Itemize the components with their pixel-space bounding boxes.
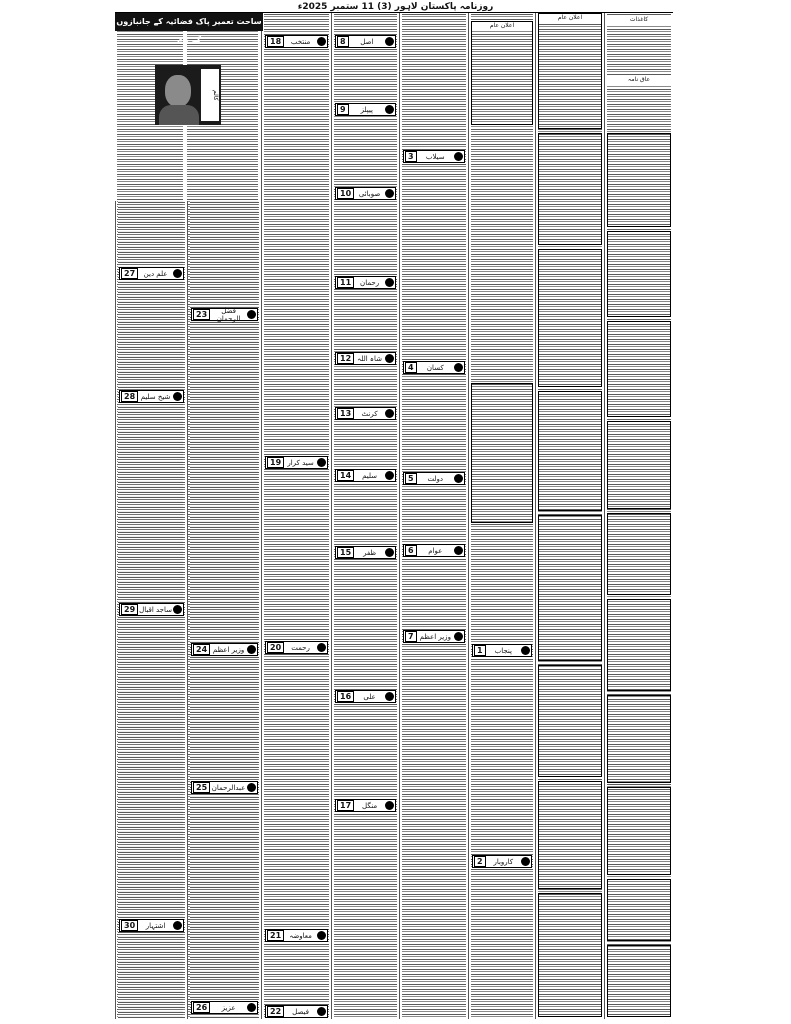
notice-header	[191, 1001, 258, 1014]
notice-title: سید کرار	[287, 458, 314, 467]
emblem-icon	[385, 801, 394, 810]
notice-header	[335, 35, 396, 48]
column-8	[535, 13, 604, 1019]
emblem-icon	[385, 409, 394, 418]
notice-header	[335, 546, 396, 559]
notice-header	[403, 544, 465, 557]
section-subtitle: عاق نامہ	[607, 75, 671, 85]
emblem-icon	[385, 37, 394, 46]
notice-title: کرنٹ	[361, 409, 378, 418]
notice-title: علی	[363, 692, 376, 701]
notice-number: 15	[337, 547, 354, 558]
notice-number: 22	[267, 1006, 284, 1017]
emblem-icon	[247, 783, 256, 792]
notice-box-title: اعلان عام	[539, 14, 601, 22]
notice-header	[191, 643, 258, 656]
notice-header	[335, 799, 396, 812]
notice-header	[472, 855, 532, 868]
column-5	[331, 13, 399, 1019]
emblem-icon	[454, 152, 463, 161]
notice-number: 24	[193, 644, 210, 655]
notice-title: صوبائی	[358, 189, 381, 198]
notice-header	[403, 361, 465, 374]
notice-number: 9	[337, 104, 349, 115]
notice-title: اصل	[360, 37, 374, 46]
emblem-icon	[173, 605, 182, 614]
emblem-icon	[385, 354, 394, 363]
notice-header	[265, 1005, 328, 1018]
emblem-icon	[385, 471, 394, 480]
notice-title: فیصل	[292, 1007, 309, 1016]
notice-header	[265, 929, 328, 942]
notice-number: 7	[405, 631, 417, 642]
notice-header	[191, 781, 258, 794]
notice-box-title: اعلان عام	[472, 22, 532, 30]
notice-header	[335, 103, 396, 116]
notice-header	[335, 276, 396, 289]
notice-header	[472, 644, 532, 657]
emblem-icon	[385, 278, 394, 287]
emblem-icon	[317, 643, 326, 652]
newspaper-page	[115, 12, 673, 1021]
notice-box	[538, 249, 602, 387]
column-6	[399, 13, 468, 1019]
notice-number: 1	[474, 645, 486, 656]
notice-title: فضل الرحمان	[216, 306, 241, 323]
notice-title: پنجاب	[494, 646, 512, 655]
notice-number: 29	[121, 604, 138, 615]
notice-number: 21	[267, 930, 284, 941]
emblem-icon	[173, 269, 182, 278]
notice-header	[335, 352, 396, 365]
notice-number: 14	[337, 470, 354, 481]
notice-box	[538, 893, 602, 1017]
notice-number: 27	[121, 268, 138, 279]
notice-title: منگل	[362, 801, 378, 810]
notice-box	[471, 21, 533, 125]
emblem-icon	[385, 548, 394, 557]
notice-title: عبدالرحمان	[211, 783, 246, 792]
notice-title: رحمان	[360, 278, 380, 287]
notice-title: عزیز	[221, 1003, 236, 1012]
notice-box	[607, 513, 671, 595]
notice-box	[538, 13, 602, 129]
text-block	[334, 13, 397, 1019]
emblem-icon	[247, 645, 256, 654]
notice-header	[403, 472, 465, 485]
notice-title: کسان	[426, 363, 444, 372]
notice-header	[119, 603, 184, 616]
notice-number: 19	[267, 457, 284, 468]
notice-box	[607, 787, 671, 875]
emblem-icon	[317, 931, 326, 940]
notice-number: 8	[337, 36, 349, 47]
notice-number: 6	[405, 545, 417, 556]
emblem-icon	[521, 646, 530, 655]
feature-banner: ساحت تعمیر پاک فضائیہ کے جانبازوں کے نام	[115, 13, 263, 31]
notice-title: وزیر اعظم	[212, 645, 245, 654]
notice-box	[538, 781, 602, 889]
emblem-icon	[317, 458, 326, 467]
notice-number: 5	[405, 473, 417, 484]
notice-box	[538, 133, 602, 245]
notice-number: 11	[337, 277, 354, 288]
emblem-icon	[454, 363, 463, 372]
notice-number: 17	[337, 800, 354, 811]
section-title: کاغذات	[607, 15, 671, 25]
notice-title: ساجد اقبال	[139, 605, 172, 614]
notice-header	[335, 187, 396, 200]
notice-title: پیپلز	[360, 105, 373, 114]
notice-header	[119, 390, 184, 403]
text-block	[190, 201, 259, 1019]
notice-box	[607, 599, 671, 691]
notice-title: شیخ سلیم	[140, 392, 171, 401]
notice-number: 30	[121, 920, 138, 931]
emblem-icon	[173, 921, 182, 930]
column-4	[261, 13, 331, 1019]
notice-box	[471, 383, 533, 523]
emblem-icon	[521, 857, 530, 866]
notice-box	[607, 421, 671, 509]
notice-title: دولت	[427, 474, 444, 483]
notice-title: شاہ اللہ	[357, 354, 382, 363]
notice-number: 13	[337, 408, 354, 419]
notice-number: 26	[193, 1002, 210, 1013]
notice-box	[538, 391, 602, 511]
notice-number: 25	[193, 782, 210, 793]
notice-header	[191, 308, 258, 321]
notice-box	[538, 515, 602, 661]
masthead: روزنامہ پاکستان لاہور (3) 11 ستمبر 2025ء	[297, 2, 494, 12]
notice-header	[119, 919, 184, 932]
notice-number: 28	[121, 391, 138, 402]
notice-header	[403, 630, 465, 643]
emblem-icon	[454, 546, 463, 555]
notice-box	[607, 133, 671, 227]
notice-number: 10	[337, 188, 354, 199]
notice-header	[265, 641, 328, 654]
emblem-icon	[385, 692, 394, 701]
column-9	[604, 13, 673, 1019]
notice-box	[607, 945, 671, 1017]
notice-box	[538, 665, 602, 777]
emblem-icon	[247, 310, 256, 319]
notice-box	[607, 321, 671, 417]
column-2	[115, 201, 187, 1019]
photo-face	[165, 75, 191, 107]
notice-title: اشتہار	[145, 921, 166, 930]
notice-title: رحمت	[291, 643, 310, 652]
notice-box	[607, 879, 671, 941]
emblem-icon	[385, 105, 394, 114]
notice-number: 18	[267, 36, 284, 47]
notice-header	[335, 690, 396, 703]
notice-number: 12	[337, 353, 354, 364]
emblem-icon	[454, 474, 463, 483]
notice-title: معاوضہ	[289, 931, 312, 940]
notice-title: منتخب	[290, 37, 311, 46]
emblem-icon	[247, 1003, 256, 1012]
notice-header	[265, 456, 328, 469]
notice-title: عوام	[428, 546, 443, 555]
notice-header	[265, 35, 328, 48]
notice-box	[607, 695, 671, 783]
notice-number: 2	[474, 856, 486, 867]
emblem-icon	[454, 632, 463, 641]
emblem-icon	[317, 37, 326, 46]
notice-title: وزیر اعظم	[419, 632, 451, 641]
notice-header	[403, 150, 465, 163]
notice-title: کاروبار	[493, 857, 514, 866]
notice-header	[335, 469, 396, 482]
notice-header	[335, 407, 396, 420]
notice-number: 4	[405, 362, 417, 373]
notice-header	[119, 267, 184, 280]
emblem-icon	[385, 189, 394, 198]
notice-number: 20	[267, 642, 284, 653]
photo-body	[159, 105, 199, 125]
column-3	[187, 201, 261, 1019]
notice-box	[607, 231, 671, 317]
column-7	[468, 13, 535, 1019]
text-block	[264, 13, 329, 1019]
photo-caption: کالم	[201, 69, 219, 121]
notice-number: 23	[193, 309, 210, 320]
columnist-photo	[155, 65, 221, 125]
emblem-icon	[317, 1007, 326, 1016]
notice-title: سلیم	[362, 471, 378, 480]
notice-title: ظفر	[363, 548, 377, 557]
notice-number: 16	[337, 691, 354, 702]
notice-number: 3	[405, 151, 417, 162]
notice-title: علم دین	[143, 269, 168, 278]
notice-title: سیلاب	[425, 152, 445, 161]
text-block	[402, 13, 466, 1019]
emblem-icon	[173, 392, 182, 401]
